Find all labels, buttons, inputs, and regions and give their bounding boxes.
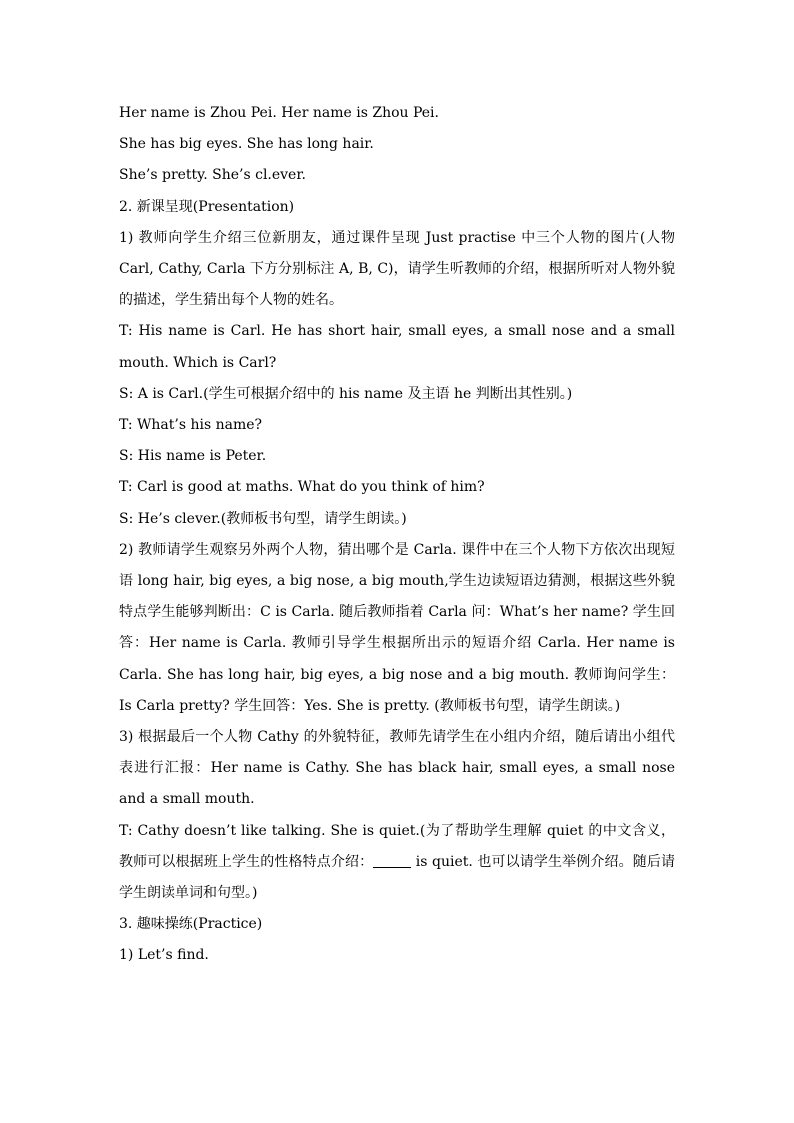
document-body [119, 98, 675, 972]
text-line: Her name is Zhou Pei. Her name is Zhou Pei. [119, 105, 439, 121]
paragraph-step-3: 3) 根据最后一个人物 Cathy 的外貌特征，教师先请学生在小组内介绍，随后请出小组代表进行汇报：Her name is Cathy. She has black hair, small eyes, a small nose and a small mouth. [119, 729, 675, 808]
paragraph-step-1: 1) 教师向学生介绍三位新朋友，通过课件呈现 Just practise 中三个人物的图片(人物 Carl, Cathy, Carla 下方分别标注 A, B, C)，请学生听教师的介绍，根据所听对人物外貌的描述，学生猜出每个人物的姓名。 [119, 229, 675, 309]
text-line: S: His name is Peter. [119, 448, 267, 465]
section-heading-practice: 3. 趣味操练(Practice) [119, 916, 263, 933]
text-line: T: What’s his name? [119, 417, 263, 434]
text-line: S: He’s clever.(教师板书句型，请学生朗读。) [119, 510, 407, 527]
dialogue-paragraph: T: His name is Carl. He has short hair, small eyes, a small nose and a small mouth. Which is Carl? [119, 323, 675, 371]
text-line: T: Carl is good at maths. What do you think of him? [119, 479, 485, 496]
text-line: 1) Let’s find. [119, 947, 209, 964]
text-line: S: A is Carl.(学生可根据介绍中的 his name 及主语 he 判断出其性别。) [119, 385, 573, 402]
section-heading-presentation: 2. 新课呈现(Presentation) [119, 198, 295, 215]
text-span: is quiet. 也可以请学生举例介绍。随后请学生朗读单词和句型。) [119, 853, 675, 902]
paragraph-quiet [119, 816, 675, 910]
fill-in-blank [373, 851, 411, 868]
text-line: She has big eyes. She has long hair. [119, 136, 374, 153]
text-line: She’s pretty. She’s cl.ever. [119, 167, 306, 184]
paragraph-step-2: 2) 教师请学生观察另外两个人物，猜出哪个是 Carla. 课件中在三个人物下方依次出现短语 long hair, big eyes, a big nose, a big mouth,学生边读短语边猜测，根据这些外貌特点学生能够判断出：C is Carla. 随后教师指着 Carla 问：What’s her name? 学生回答：Her name is Carla. 教师引导学生根据所出示的短语介绍 Carla. Her name is Carla. She has long hair, big eyes, a big nose and a big mouth. 教师询问学生：Is Carla pretty? 学生回答：Yes. She is pretty. (教师板书句型，请学生朗读。) [119, 541, 675, 714]
text-span: T: Cathy doesn’t like talking. She is quiet.(为了帮助学生理解 quiet 的中文含义，教师可以根据班上学生的性格特点介绍： [119, 822, 675, 870]
